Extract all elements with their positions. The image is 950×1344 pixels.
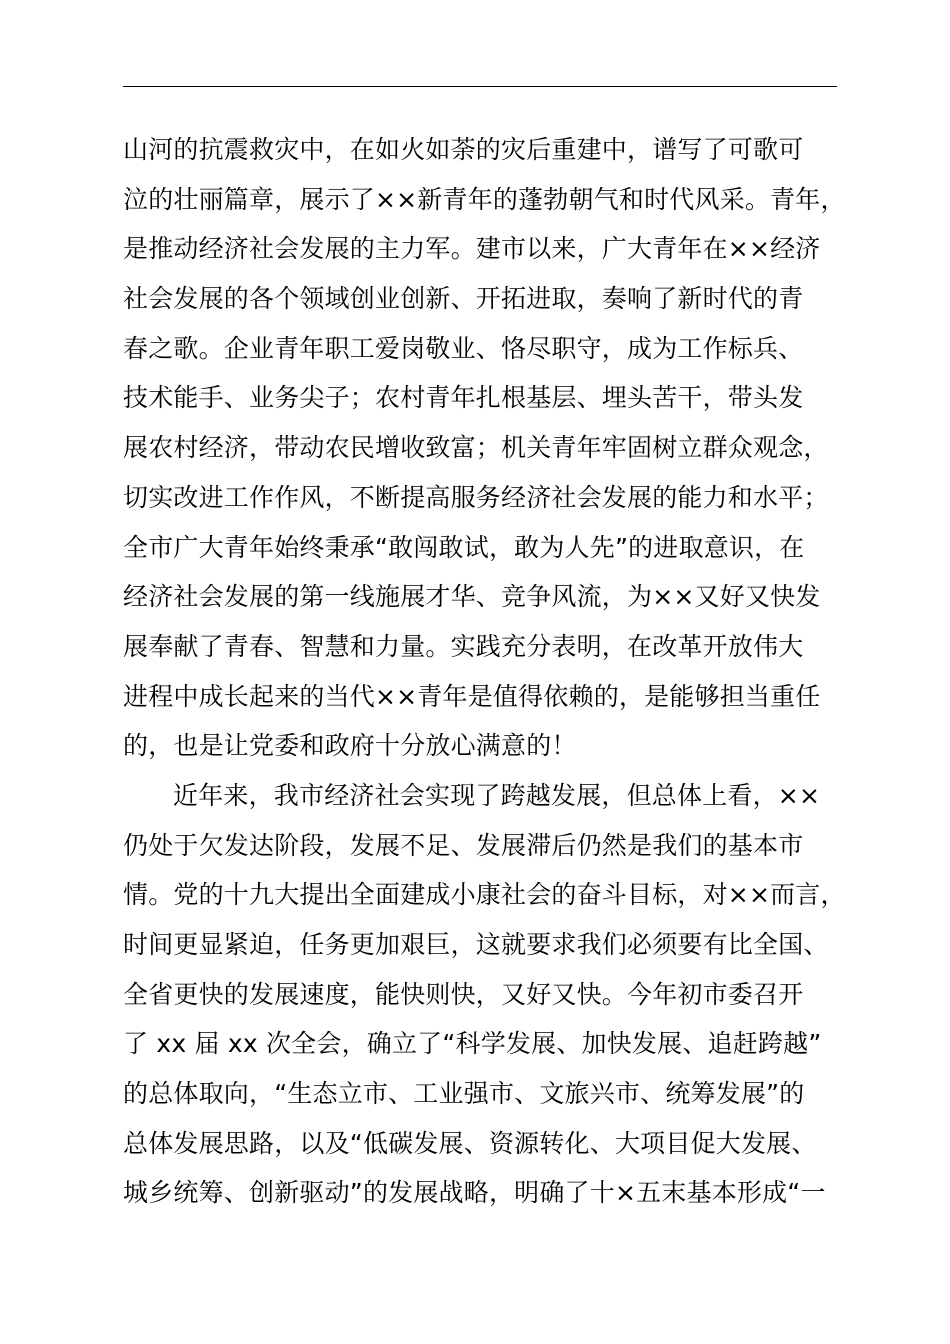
text-line: 是推动经济社会发展的主力军。建市以来，广大青年在××经济 (123, 234, 821, 264)
text-line: 的，也是让党委和政府十分放心满意的！ (123, 731, 577, 761)
text-line: 时间更显紧迫，任务更加艰巨，这就要求我们必须要有比全国、 (123, 930, 829, 959)
text-line: 春之歌。企业青年职工爱岗敬业、恪尽职守，成为工作标兵、 (123, 333, 804, 363)
text-line: 展农村经济，带动农民增收致富；机关青年牢固树立群众观念， (123, 433, 829, 463)
text-line: 进程中成长起来的当代××青年是值得依赖的，是能够担当重任 (123, 681, 821, 711)
text-line: 城乡统筹、创新驱动”的发展战略，明确了十×五末基本形成“一 (123, 1178, 826, 1208)
text-line: 情。党的十九大提出全面建成小康社会的奋斗目标，对××而言， (123, 880, 846, 910)
text-line: 山河的抗震救灾中，在如火如荼的灾后重建中，谱写了可歌可 (123, 135, 804, 164)
text-line: 展奉献了青春、智慧和力量。实践充分表明，在改革开放伟大 (123, 631, 804, 661)
text-line: 全市广大青年始终秉承“敢闯敢试，敢为人先”的进取意识，在 (123, 532, 805, 562)
paragraph-start-line: 近年来，我市经济社会实现了跨越发展，但总体上看，×× (173, 780, 821, 810)
text-line: 全省更快的发展速度，能快则快，又好又快。今年初市委召开 (123, 979, 804, 1009)
text-line: 切实改进工作作风，不断提高服务经济社会发展的能力和水平； (123, 482, 829, 512)
header-rule (123, 86, 837, 87)
text-line: 总体发展思路，以及“低碳发展、资源转化、大项目促大发展、 (123, 1128, 817, 1158)
body-text (123, 125, 863, 1218)
text-line: 泣的壮丽篇章，展示了××新青年的蓬勃朝气和时代风采。青年， (123, 184, 846, 214)
text-line: 社会发展的各个领域创业创新、开拓进取，奏响了新时代的青 (123, 284, 804, 314)
text-line: 的总体取向，“生态立市、工业强市、文旅兴市、统筹发展”的 (123, 1079, 805, 1109)
text-line: 技术能手、业务尖子；农村青年扎根基层、埋头苦干，带头发 (123, 383, 804, 413)
text-line: 了 xx 届 xx 次全会，确立了“科学发展、加快发展、追赶跨越” (123, 1029, 822, 1059)
text-line: 仍处于欠发达阶段，发展不足、发展滞后仍然是我们的基本市 (123, 830, 804, 860)
text-line: 经济社会发展的第一线施展才华、竞争风流，为××又好又快发 (123, 582, 821, 612)
